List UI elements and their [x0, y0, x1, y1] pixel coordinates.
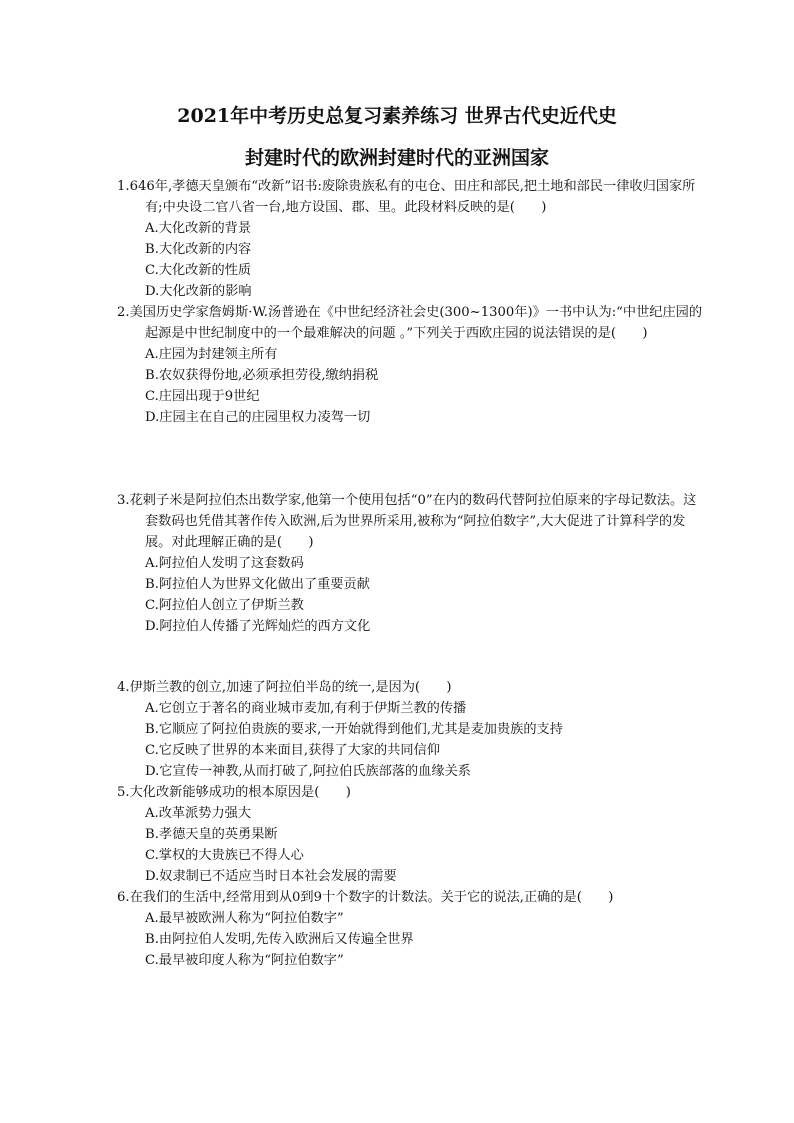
question-stem: 6.在我们的生活中,经常用到从0到9十个数字的计数法。关于它的说法,正确的是( ) [117, 890, 614, 905]
question-3 [117, 490, 707, 637]
option-b: B.它顺应了阿拉伯贵族的要求,一开始就得到他们,尤其是麦加贵族的支持 [145, 722, 563, 737]
question-6 [117, 887, 707, 971]
option-b: B.由阿拉伯人发明,先传入欧洲后又传遍全世界 [145, 932, 414, 947]
question-stem: 5.大化改新能够成功的根本原因是( ) [117, 785, 351, 800]
option-d: D.庄园主在自己的庄园里权力凌驾一切 [145, 410, 371, 425]
option-a: A.大化改新的背景 [145, 221, 252, 236]
option-a: A.最早被欧洲人称为“阿拉伯数字” [145, 911, 344, 926]
question-1 [117, 176, 707, 302]
option-a: A.它创立于著名的商业城市麦加,有利于伊斯兰教的传播 [145, 701, 467, 716]
option-c: C.最早被印度人称为“阿拉伯数字” [145, 953, 344, 968]
question-stem: 3.花剌子米是阿拉伯杰出数学家,他第一个使用包括“0”在内的数码代替阿拉伯原来的字母记数法。这套数码也凭借其著作传入欧洲,后为世界所采用,被称为“阿拉伯数字”,大大促进了计算科学的发展。对此理解正确的是( ) [117, 493, 697, 550]
option-c: C.阿拉伯人创立了伊斯兰教 [145, 598, 304, 613]
option-c: C.大化改新的性质 [145, 263, 252, 278]
option-a: A.改革派势力强大 [145, 806, 252, 821]
option-b: B.农奴获得份地,必须承担劳役,缴纳捐税 [145, 368, 379, 383]
question-5 [117, 782, 707, 887]
option-d: D.它宣传一神教,从而打破了,阿拉伯氏族部落的血缘关系 [145, 764, 471, 779]
page-subtitle: 封建时代的欧洲封建时代的亚洲国家 [244, 147, 549, 169]
option-d: D.阿拉伯人传播了光辉灿烂的西方文化 [145, 619, 371, 634]
question-2 [117, 302, 707, 428]
option-c: C.掌权的大贵族已不得人心 [145, 848, 304, 863]
option-c: C.庄园出现于9世纪 [145, 389, 260, 404]
option-b: B.孝德天皇的英勇果断 [145, 827, 278, 842]
option-d: D.奴隶制已不适应当时日本社会发展的需要 [145, 869, 397, 884]
page-title: 2021年中考历史总复习素养练习 世界古代史近代史 [177, 105, 617, 127]
question-4 [117, 677, 707, 782]
question-stem: 1.646年,孝德天皇颁布“改新”诏书:废除贵族私有的屯仓、田庄和部民,把土地和部民一律收归国家所有;中央设二官八省一台,地方设国、郡、里。此段材料反映的是( ) [117, 179, 696, 215]
question-stem: 4.伊斯兰教的创立,加速了阿拉伯半岛的统一,是因为( ) [117, 680, 452, 695]
option-d: D.大化改新的影响 [145, 284, 252, 299]
option-b: B.阿拉伯人为世界文化做出了重要贡献 [145, 577, 370, 592]
option-a: A.庄园为封建领主所有 [145, 347, 278, 362]
option-b: B.大化改新的内容 [145, 242, 252, 257]
option-c: C.它反映了世界的本来面目,获得了大家的共同信仰 [145, 743, 440, 758]
question-stem: 2.美国历史学家詹姆斯·W.汤普逊在《中世纪经济社会史(300~1300年)》一书中认为:“中世纪庄园的起源是中世纪制度中的一个最难解决的问题 。”下列关于西欧庄园的说法错误的是( ) [117, 305, 703, 341]
option-a: A.阿拉伯人发明了这套数码 [145, 556, 304, 571]
